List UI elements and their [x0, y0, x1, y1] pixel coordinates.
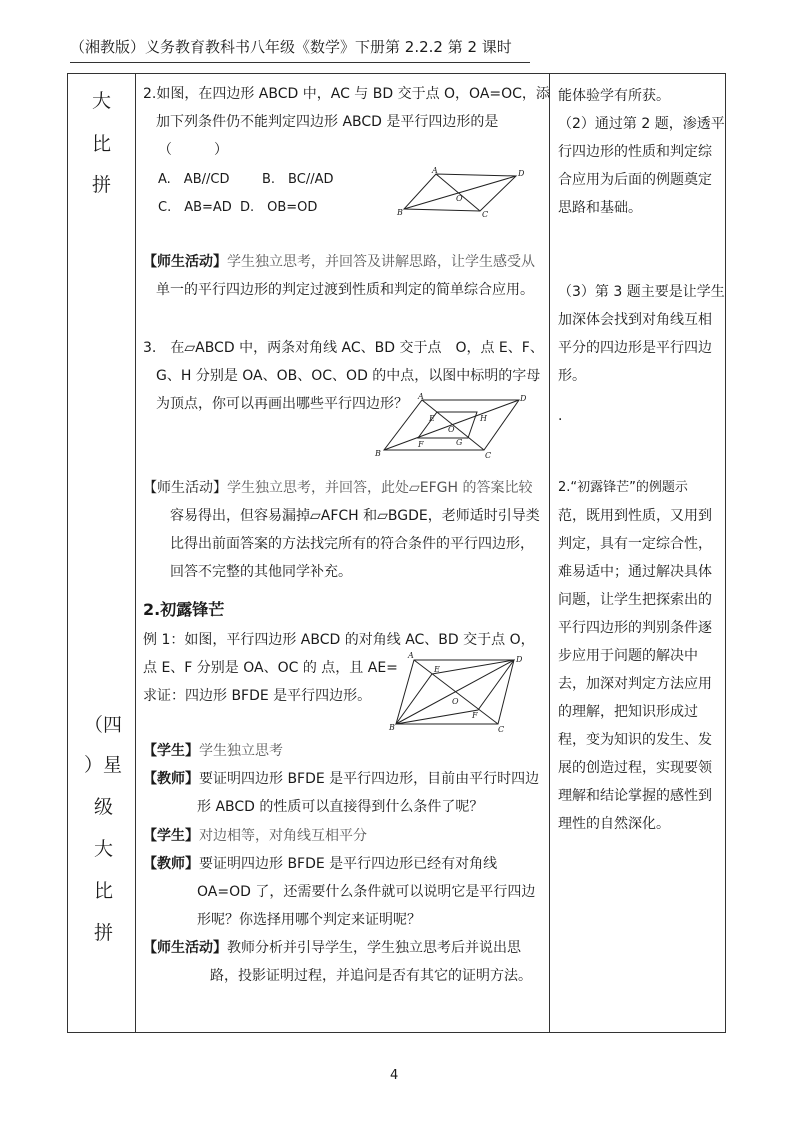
left-char: （四: [84, 714, 123, 736]
q3-text: 为顶点，你可以再画出哪些平行四边形？: [156, 396, 408, 412]
activity-text: 比得出前面答案的方法找完所有的符合条件的平行四边形，: [170, 536, 534, 552]
fig2-label: C: [485, 451, 492, 460]
left-char: 大: [92, 90, 112, 112]
dialog-text: 对边相等，对角线互相平分: [199, 828, 367, 844]
dialog-text: 要证明四边形 BFDE 是平行四边形已经有对角线: [199, 856, 498, 872]
dialog-tag: 【学生】: [143, 743, 199, 759]
left-char: 比: [94, 880, 114, 902]
note-text: 展的创造过程，实现要领: [558, 760, 712, 776]
note-text: 理性的自然深化。: [558, 816, 670, 832]
note-text: 步应用于问题的解决中: [558, 648, 698, 664]
q2-text: 2.如图，在四边形 ABCD 中，AC 与 BD 交于点 O，OA=OC，添: [143, 86, 550, 102]
document-header: （湘教版）义务教育教科书八年级《数学》下册第 2.2.2 第 2 课时: [70, 36, 530, 63]
figure-parallelogram-3: [388, 650, 532, 734]
left-char: 大: [94, 838, 114, 860]
fig3-label: O: [452, 697, 459, 706]
q2-option-b: B. BC//AD: [262, 172, 334, 187]
fig1-label: O: [456, 194, 463, 203]
note-text: 行四边形的性质和判定综: [558, 144, 712, 160]
note-text: 平行四边形的判别条件逐: [558, 620, 712, 636]
q2-option-a: A. AB//CD: [158, 172, 230, 187]
dialog-text: 形 ABCD 的性质可以直接得到什么条件了呢？: [197, 799, 484, 815]
note-text: 的理解，把知识形成过: [558, 704, 698, 720]
fig1-label: D: [518, 169, 525, 178]
q2-answer-blank: （ ）: [158, 142, 228, 158]
fig1-label: A: [432, 166, 438, 175]
section-title: 2.初露锋芒: [143, 600, 225, 619]
note-text: 合应用为后面的例题奠定: [558, 172, 712, 188]
dialog-text: 形呢？你选择用哪个判定来证明呢？: [197, 912, 421, 928]
diagonal-ac: [436, 174, 480, 211]
fig3-label: A: [408, 651, 414, 660]
fig2-label: H: [480, 414, 487, 423]
left-char: 比: [92, 133, 112, 155]
dialog-tag: 【师生活动】: [143, 940, 227, 956]
note-text: 形。: [558, 368, 586, 384]
activity-text: 学生独立思考，并回答，此处▱EFGH 的答案比较: [227, 480, 533, 496]
activity-text: 回答不完整的其他同学补充。: [170, 564, 352, 580]
fig3-label: B: [389, 723, 395, 732]
fig3-label: C: [498, 725, 505, 734]
note-text: 理解和结论掌握的感性到: [558, 788, 712, 804]
activity-text: 容易得出，但容易漏掉▱AFCH 和▱BGDE，老师适时引导类: [170, 508, 540, 524]
left-char: 拼: [92, 174, 112, 196]
dialog-text: 要证明四边形 BFDE 是平行四边形，目前由平行时四边: [199, 771, 540, 787]
dialog-tag: 【教师】: [143, 856, 199, 872]
dialog-text: 学生独立思考: [199, 743, 283, 759]
fig2-label: A: [418, 392, 424, 401]
note-text: 平分的四边形是平行四边: [558, 340, 712, 356]
q3-text: 3. 在▱ABCD 中，两条对角线 AC、BD 交于点 O，点 E、F、: [143, 340, 544, 356]
note-text: 程，变为知识的发生、发: [558, 732, 712, 748]
q3-text: G、H 分别是 OA、OB、OC、OD 的中点，以图中标明的字母: [156, 368, 541, 384]
note-text: （2）通过第 2 题，渗透平: [558, 116, 725, 132]
note-text: .: [558, 408, 563, 424]
note-text: 判定，具有一定综合性，: [558, 536, 712, 552]
q2-text: 加下列条件仍不能判定四边形 ABCD 是平行四边形的是: [156, 114, 499, 130]
example-text: 求证：四边形 BFDE 是平行四边形。: [143, 688, 372, 704]
fig2-label: E: [429, 414, 435, 423]
example-text: 例 1：如图，平行四边形 ABCD 的对角线 AC、BD 交于点 O，: [143, 632, 535, 648]
q2-option-c: C. AB=AD: [158, 200, 232, 215]
fig2-label: D: [520, 394, 527, 403]
activity-tag: 【师生活动】: [143, 480, 227, 496]
note-text: 范，既用到性质，又用到: [558, 508, 712, 524]
fig2-label: B: [375, 449, 381, 458]
dialog-text: OA=OD 了，还需要什么条件就可以说明它是平行四边: [197, 884, 536, 900]
fig1-label: C: [482, 210, 489, 218]
figure-parallelogram-2: [372, 392, 532, 462]
dialog-tag: 【学生】: [143, 828, 199, 844]
example-text: 点 E、F 分别是 OA、OC 的 点，且 AE=: [143, 660, 398, 676]
figure-parallelogram-1: [396, 166, 526, 218]
fig3-label: D: [516, 655, 523, 664]
note-text: 2.“初露锋芒”的例题示: [558, 480, 688, 495]
note-text: 加深体会找到对角线互相: [558, 312, 712, 328]
dialog-text: 教师分析并引导学生，学生独立思考后并说出思: [227, 940, 521, 956]
left-char: ）星: [84, 754, 123, 776]
dialog-tag: 【教师】: [143, 771, 199, 787]
fig1-label: B: [397, 208, 403, 217]
fig2-label: G: [456, 438, 463, 447]
note-text: 能体验学有所获。: [558, 88, 670, 104]
left-char: 级: [94, 796, 114, 818]
activity-tag: 【师生活动】: [143, 254, 227, 270]
dialog-text: 路，投影证明过程，并追问是否有其它的证明方法。: [210, 968, 532, 984]
note-text: 问题，让学生把探索出的: [558, 592, 712, 608]
page-number: 4: [390, 1068, 399, 1083]
note-text: 思路和基础。: [558, 200, 642, 216]
fig2-label: O: [448, 425, 455, 434]
fig2-label: F: [418, 440, 424, 449]
fig3-label: F: [472, 711, 478, 720]
activity-text: 学生独立思考，并回答及讲解思路，让学生感受从: [227, 254, 535, 270]
note-text: 难易适中；通过解决具体: [558, 564, 712, 580]
fig3-label: E: [434, 665, 440, 674]
column-divider-left: [135, 74, 136, 1032]
note-text: 去，加深对判定方法应用: [558, 676, 712, 692]
q2-option-d: D. OB=OD: [240, 200, 318, 215]
left-char: 拼: [94, 922, 114, 944]
column-divider-right: [549, 74, 550, 1032]
note-text: （3）第 3 题主要是让学生: [558, 284, 725, 300]
activity-text: 单一的平行四边形的判定过渡到性质和判定的简单综合应用。: [156, 282, 534, 298]
